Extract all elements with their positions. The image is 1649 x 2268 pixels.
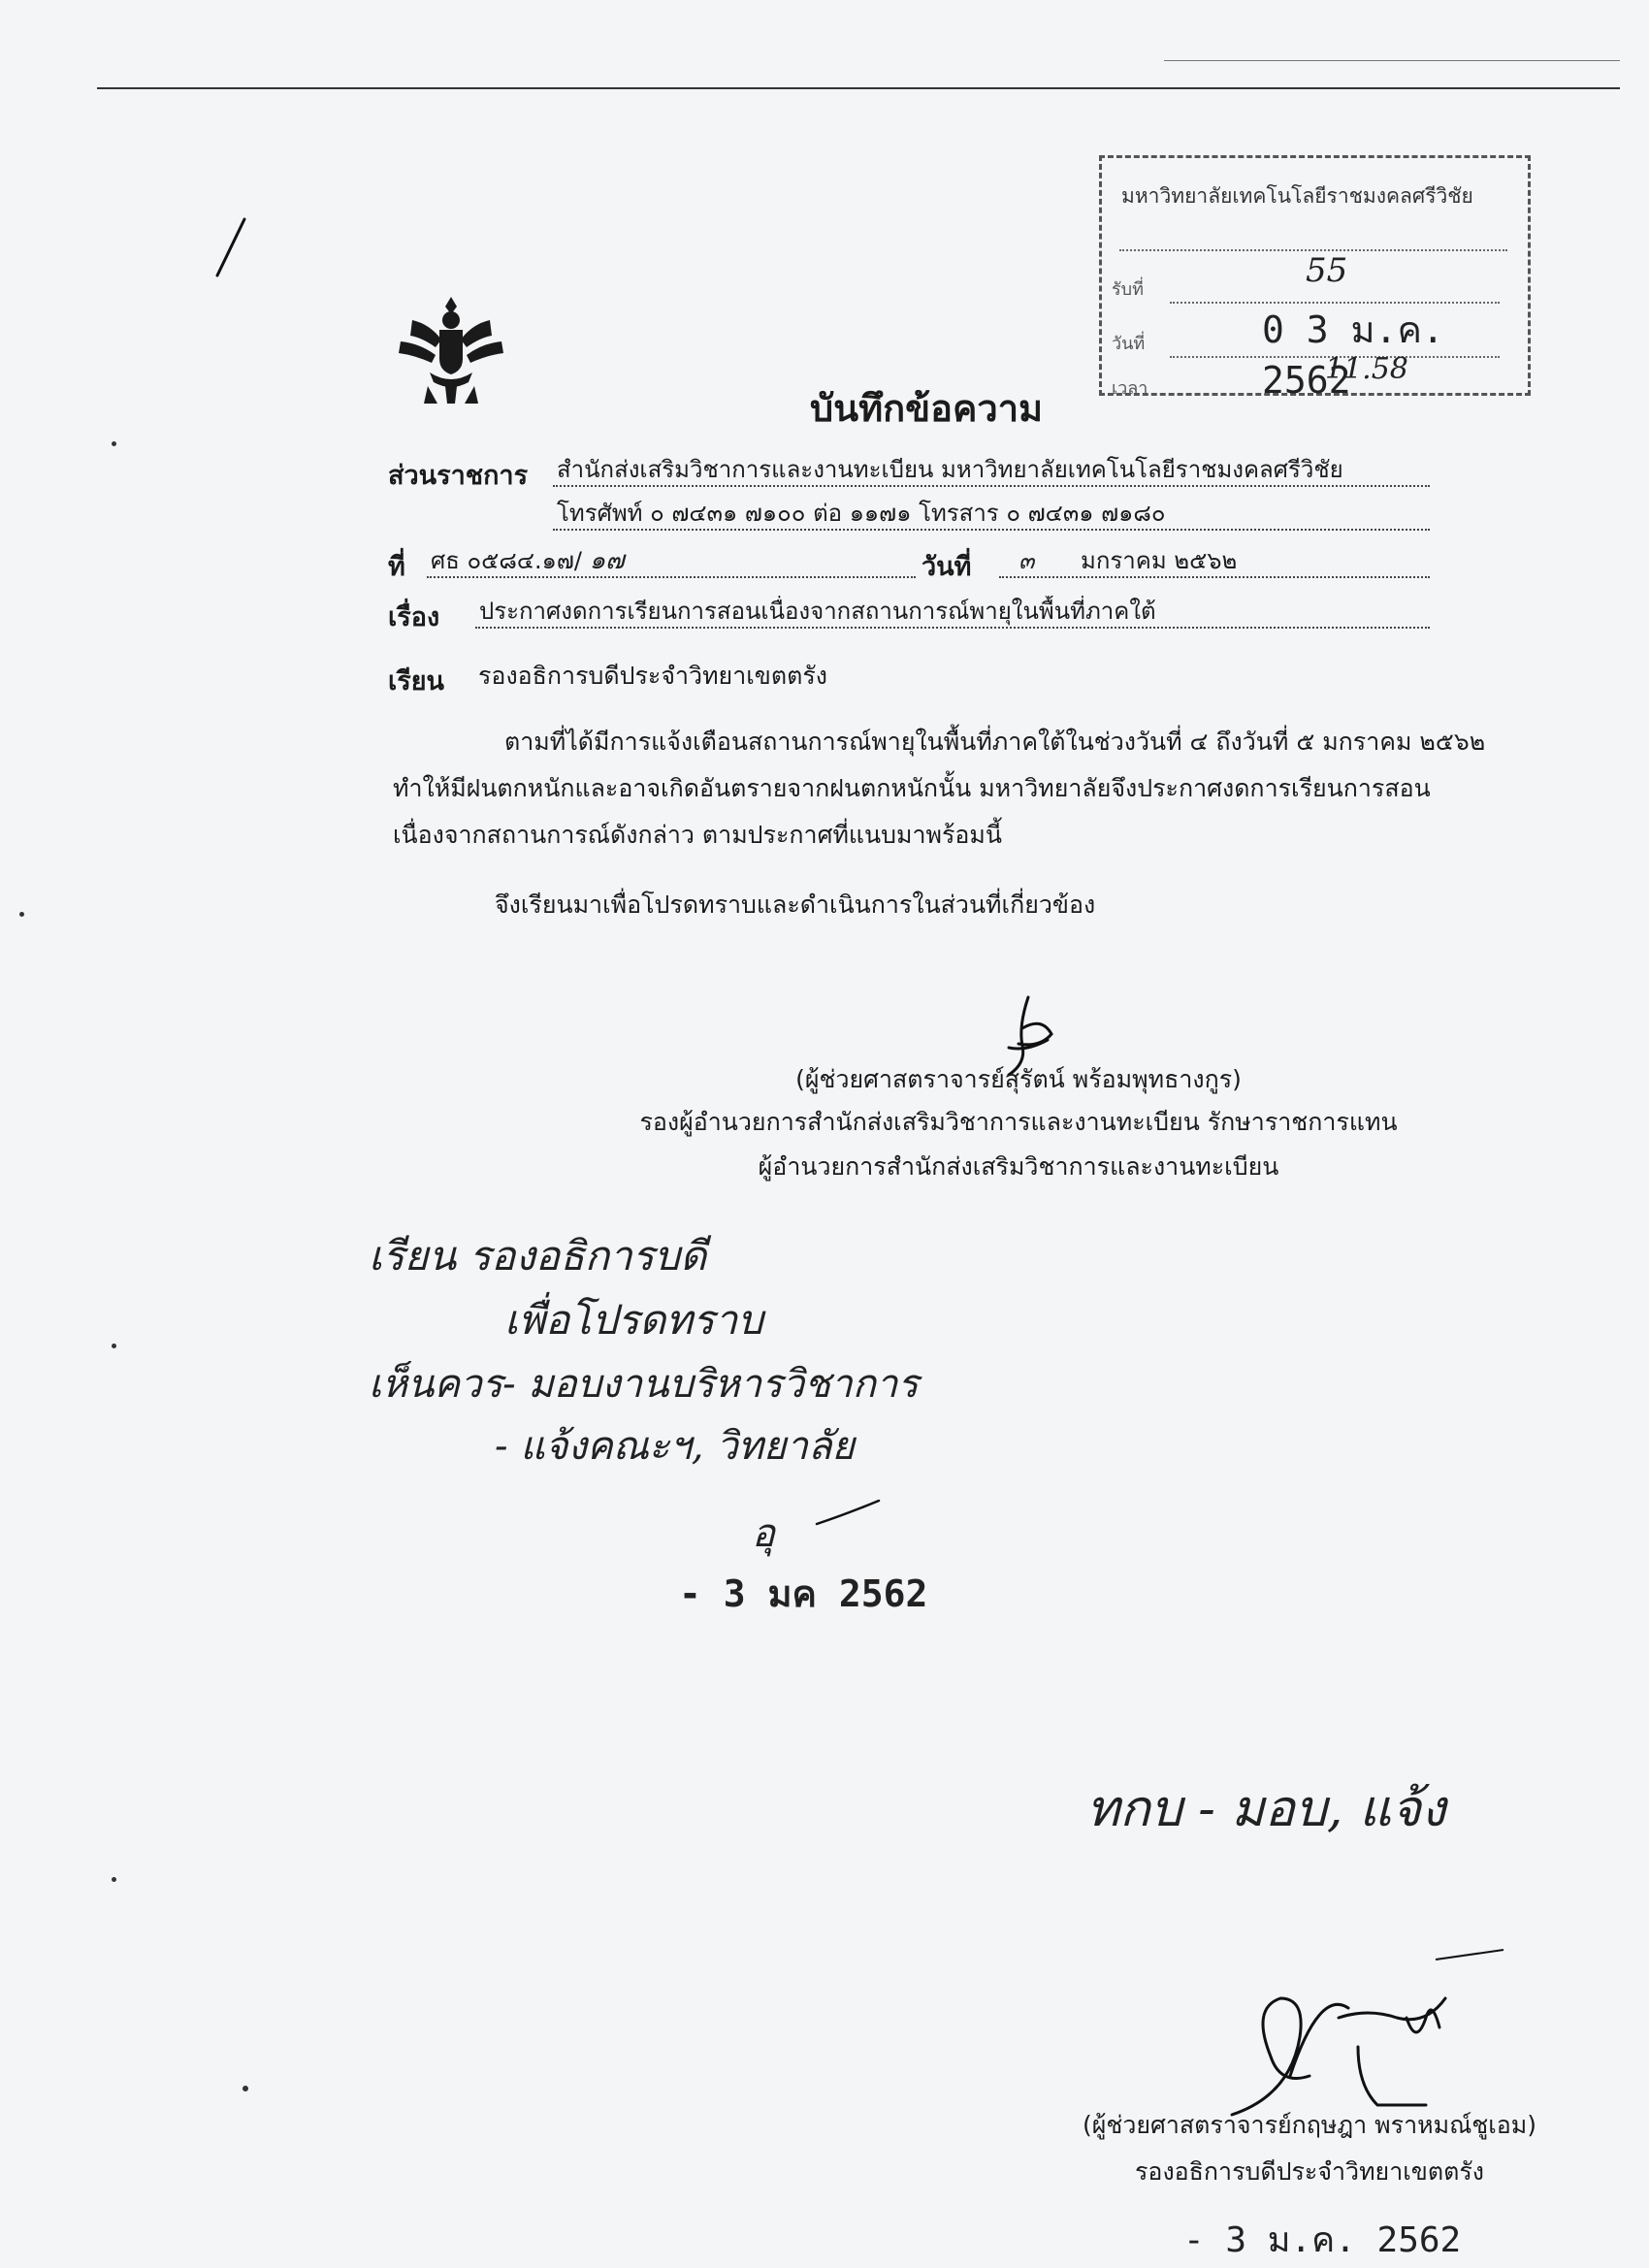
- note-date-stamp: - 3 มค 2562: [679, 1572, 928, 1615]
- ref-value: ศธ ๐๕๘๔.๑๗/: [431, 547, 582, 574]
- to-label: เรียน: [388, 666, 445, 697]
- signer-name: (ผู้ช่วยศาสตราจารย์สุรัตน์ พร้อมพุทธางกูร): [795, 1065, 1242, 1093]
- signer-position-1: รองผู้อำนวยการสำนักส่งเสริมวิชาการและงานทะเบียน รักษาราชการแทน: [639, 1108, 1398, 1136]
- ref-hand-number: ๑๗: [589, 546, 625, 575]
- signature-2: [1212, 1940, 1523, 2134]
- body-line-2: ทำให้มีฝนตกหนักและอาจเกิดอันตรายจากฝนตกหนักนั้น มหาวิทยาลัยจึงประกาศงดการเรียนการสอน: [393, 774, 1431, 802]
- stamp-date: 0 3 ม.ค. 2562: [1262, 308, 1444, 402]
- initials-stroke: [815, 1499, 883, 1528]
- to-value: รองอธิการบดีประจำวิทยาเขตตรัง: [478, 662, 827, 690]
- ref-field: [427, 545, 916, 578]
- top-rule-faint: [1164, 60, 1620, 61]
- dept-field: สำนักส่งเสริมวิชาการและงานทะเบียน มหาวิทยาลัยเทคโนโลยีราชมงคลศรีวิชัย: [553, 454, 1430, 487]
- phone-field: โทรศัพท์ ๐ ๗๔๓๑ ๗๑๐๐ ต่อ ๑๑๗๑ โทรสาร ๐ ๗๔๓๑ ๗๑๘๐: [553, 498, 1430, 531]
- top-rule: [97, 87, 1620, 89]
- stamp-row-label-3: เวลา: [1112, 378, 1148, 399]
- scan-speck: [242, 2086, 248, 2091]
- handwritten-note-2: เพื่อโปรดทราบ: [504, 1296, 763, 1344]
- stamp-row-label-2: วันที่: [1112, 334, 1146, 354]
- final-signer-position: รองอธิการบดีประจำวิทยาเขตตรัง: [1135, 2157, 1484, 2186]
- stamp-row-label-1: รับที่: [1112, 279, 1144, 300]
- handwritten-note-1: เรียน รองอธิการบดี: [369, 1232, 707, 1280]
- scan-speck: [19, 912, 24, 917]
- stamp-number: 55: [1306, 251, 1348, 290]
- pen-mark: [204, 213, 262, 281]
- body-line-1: ตามที่ได้มีการแจ้งเตือนสถานการณ์พายุในพื้นที่ภาคใต้ในช่วงวันที่ ๔ ถึงวันที่ ๕ มกราคม ๒๕๖๒: [504, 728, 1486, 756]
- memo-title: บันทึกข้อความ: [810, 387, 1044, 430]
- date-label: วันที่: [922, 552, 972, 582]
- date-day: ๓: [1018, 547, 1035, 574]
- dept-label: ส่วนราชการ: [388, 461, 529, 491]
- subject-field: ประกาศงดการเรียนการสอนเนื่องจากสถานการณ์พายุในพื้นที่ภาคใต้: [475, 596, 1430, 629]
- handwritten-note-3: เห็นควร- มอบงานบริหารวิชาการ: [369, 1362, 919, 1407]
- receipt-stamp: [1099, 155, 1531, 402]
- scan-speck: [112, 1344, 116, 1348]
- stamp-time: 11.58: [1325, 352, 1408, 386]
- bottom-date-stamp: - 3 ม.ค. 2562: [1183, 2220, 1462, 2260]
- date-value: มกราคม ๒๕๖๒: [1081, 547, 1238, 574]
- subject-label: เรื่อง: [388, 602, 440, 632]
- handwritten-lower-note: ทกบ - มอบ, แจ้ง: [1086, 1780, 1446, 1838]
- scan-speck: [112, 441, 116, 446]
- garuda-emblem: [393, 291, 509, 412]
- final-signer-name: (ผู้ช่วยศาสตราจารย์กฤษฎา พราหมณ์ชูเอม): [1082, 2111, 1537, 2139]
- closing-line: จึงเรียนมาเพื่อโปรดทราบและดำเนินการในส่วนที่เกี่ยวข้อง: [495, 891, 1096, 919]
- scan-speck: [112, 1877, 116, 1882]
- handwritten-initials: อุ: [752, 1511, 776, 1556]
- handwritten-note-4: - แจ้งคณะฯ, วิทยาลัย: [495, 1424, 855, 1469]
- body-line-3: เนื่องจากสถานการณ์ดังกล่าว ตามประกาศที่แนบมาพร้อมนี้: [393, 821, 1003, 849]
- signer-position-2: ผู้อำนวยการสำนักส่งเสริมวิชาการและงานทะเบียน: [758, 1152, 1279, 1181]
- date-field: [999, 545, 1430, 578]
- ref-label: ที่: [388, 552, 405, 582]
- stamp-header: มหาวิทยาลัยเทคโนโลยีราชมงคลศรีวิชัย: [1121, 184, 1473, 208]
